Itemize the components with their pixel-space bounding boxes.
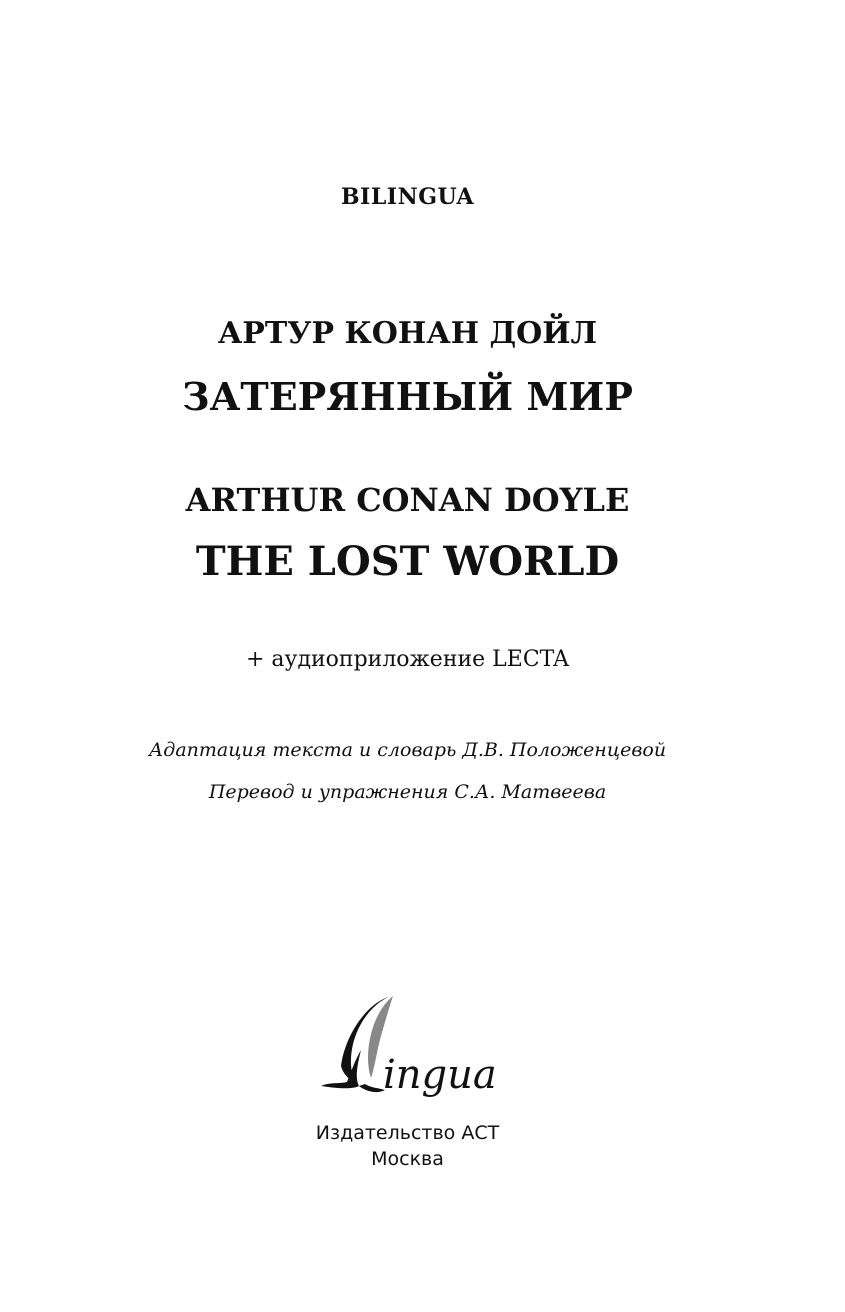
publisher-name: Издательство АСТ — [315, 1122, 500, 1144]
audio-supplement-note: + аудиоприложение LECTA — [245, 647, 570, 672]
book-title-russian: ЗАТЕРЯННЫЙ МИР — [182, 374, 633, 419]
lingua-logo — [313, 990, 503, 1115]
author-russian: АРТУР КОНАН ДОЙЛ — [217, 316, 598, 351]
translation-credit: Перевод и упражнения С.А. Матвеева — [208, 781, 607, 803]
logo-text: ingua — [383, 1052, 497, 1098]
book-title-english: THE LOST WORLD — [195, 538, 620, 585]
adaptation-credit: Адаптация текста и словарь Д.В. Положенцевой — [148, 739, 667, 761]
series-name: BILINGUA — [340, 184, 475, 210]
publisher-city: Москва — [371, 1148, 444, 1170]
author-english: ARTHUR CONAN DOYLE — [185, 481, 630, 519]
